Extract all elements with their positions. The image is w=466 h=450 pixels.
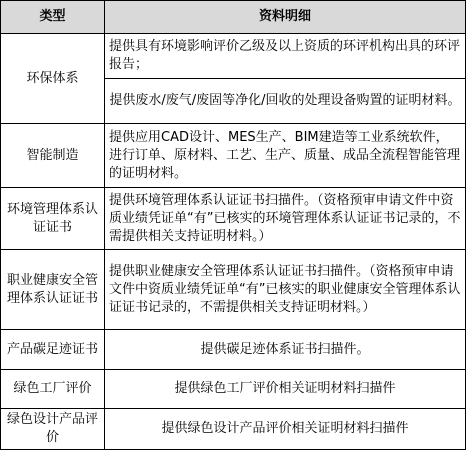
- detail-cell: 提供具有环境影响评价乙级及以上资质的环评机构出具的环评报告；: [105, 34, 466, 79]
- table-row: [1, 188, 466, 250]
- category-cell: 智能制造: [1, 124, 105, 188]
- header-type: 类型: [1, 1, 105, 34]
- detail-cell: 提供绿色工厂评价相关证明材料扫描件: [105, 370, 466, 409]
- category-cell: 绿色工厂评价: [1, 370, 105, 409]
- table-row: [1, 250, 466, 330]
- category-cell: 产品碳足迹证书: [1, 330, 105, 370]
- header-row: [1, 1, 466, 34]
- category-cell: 环境管理体系认证证书: [1, 188, 105, 250]
- detail-cell: 提供绿色设计产品评价相关证明材料扫描件: [105, 409, 466, 450]
- detail-cell: 提供职业健康安全管理体系认证证书扫描件。（资格预审申请文件中资质业绩凭证单“有”已核实的职业健康安全管理体系认证证书记录的，不需提供相关支持证明材料。）: [105, 250, 466, 330]
- detail-cell: 提供碳足迹体系证书扫描件。: [105, 330, 466, 370]
- table-row: [1, 124, 466, 188]
- detail-cell: 提供废水/废气/废固等净化/回收的处理设备购置的证明材料。: [105, 79, 466, 124]
- table-row: [1, 330, 466, 370]
- detail-cell: 提供应用CAD设计、MES生产、BIM建造等工业系统软件，进行订单、原材料、工艺、生产、质量、成品全流程智能管理的证明材料。: [105, 124, 466, 188]
- table-row: [1, 34, 466, 79]
- category-cell: 环保体系: [1, 34, 105, 124]
- table-row: [1, 409, 466, 450]
- header-details: 资料明细: [105, 1, 466, 34]
- category-cell: 职业健康安全管理体系认证证书: [1, 250, 105, 330]
- table-row: [1, 370, 466, 409]
- detail-cell: 提供环境管理体系认证证书扫描件。（资格预审申请文件中资质业绩凭证单“有”已核实的环境管理体系认证证书记录的，不需提供相关支持证明材料。）: [105, 188, 466, 250]
- category-cell: 绿色设计产品评价: [1, 409, 105, 450]
